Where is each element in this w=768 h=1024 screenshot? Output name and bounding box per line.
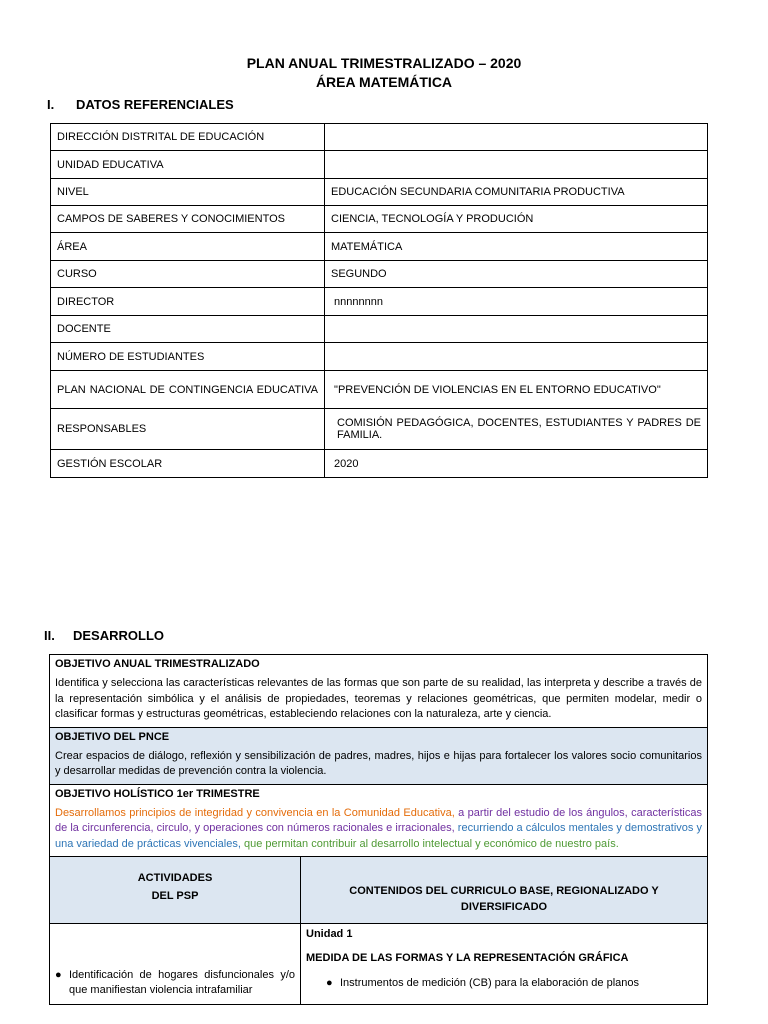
row-value: "PREVENCIÓN DE VIOLENCIAS EN EL ENTORNO EDUCATIVO"	[325, 371, 708, 409]
row-value: SEGUNDO	[325, 261, 708, 288]
holistic-objective-part-study: a partir del estudio de los ángulos, características de la circunferencia, circulo, y operaciones con números racionales e irracionales,	[55, 806, 702, 834]
holistic-objective-part-values: Desarrollamos principios de integridad y convivencia en la Comunidad Educativa,	[55, 806, 455, 819]
table-row	[51, 261, 708, 288]
table-row	[51, 206, 708, 233]
row-value: nnnnnnnn	[325, 288, 708, 316]
section-title: DESARROLLO	[73, 628, 164, 643]
list-item	[55, 968, 295, 998]
holistic-objective-text	[55, 806, 702, 853]
row-label: DOCENTE	[51, 316, 325, 343]
contents-cell	[301, 924, 707, 1004]
development-table	[49, 654, 708, 1005]
row-label: NIVEL	[51, 179, 325, 206]
table-row	[51, 233, 708, 261]
contents-header-text: CONTENIDOS DEL CURRICULO BASE, REGIONALIZADO Y DIVERSIFICADO	[349, 885, 659, 913]
table-row	[51, 288, 708, 316]
holistic-objective-part-practice: recurriendo a cálculos mentales y demostrativos y una variedad de prácticas vivenciales,	[55, 822, 702, 850]
row-value	[325, 343, 708, 371]
row-label: NÚMERO DE ESTUDIANTES	[51, 343, 325, 371]
section-heading-datos	[47, 97, 234, 112]
row-label: CAMPOS DE SABERES Y CONOCIMIENTOS	[51, 206, 325, 233]
row-label: RESPONSABLES	[51, 409, 325, 450]
holistic-objective-part-production: que permitan contribuir al desarrollo intelectual y económico de nuestro país.	[243, 837, 619, 850]
activity-text: Identificación de hogares disfuncionales y/o que manifiestan violencia intrafamiliar	[69, 969, 295, 996]
row-value: CIENCIA, TECNOLOGÍA Y PRODUCIÓN	[325, 206, 708, 233]
pnce-objective-block	[50, 728, 707, 785]
document-subtitle: ÁREA MATEMÁTICA	[315, 74, 453, 90]
row-label: DIRECCIÓN DISTRITAL DE EDUCACIÓN	[51, 124, 325, 151]
holistic-objective-block	[50, 785, 707, 858]
table-row	[51, 343, 708, 371]
row-value: 2020	[325, 450, 708, 478]
content-item-text: Instrumentos de medición (CB) para la elaboración de planos	[340, 977, 639, 989]
activities-header-line2: DEL PSP	[151, 890, 199, 902]
row-label: CURSO	[51, 261, 325, 288]
bullet-icon: ●	[55, 969, 62, 981]
section-heading-desarrollo	[44, 628, 164, 643]
table-row	[51, 124, 708, 151]
unit-title: MEDIDA DE LAS FORMAS Y LA REPRESENTACIÓN GRÁFICA	[306, 952, 629, 964]
section-number: II.	[44, 628, 55, 643]
row-label: GESTIÓN ESCOLAR	[51, 450, 325, 478]
activities-cell	[50, 924, 301, 1004]
row-value	[325, 124, 708, 151]
row-value: EDUCACIÓN SECUNDARIA COMUNITARIA PRODUCTIVA	[325, 179, 708, 206]
document-title: PLAN ANUAL TRIMESTRALIZADO – 2020	[246, 55, 522, 71]
unit-label: Unidad 1	[306, 928, 353, 940]
annual-objective-text: Identifica y selecciona las características relevantes de las formas que son parte de su realidad, las interpreta y describe a través de la representación simbólica y el análisis de propiedades, teoremas y relaciones geométricas, que permiten modelar, medir o clasificar formas y estructuras geométricas, estableciendo relaciones con la naturaleza, arte y ciencia.	[55, 677, 702, 720]
row-value: MATEMÁTICA	[325, 233, 708, 261]
table-row	[51, 409, 708, 450]
pnce-objective-text: Crear espacios de diálogo, reflexión y sensibilización de padres, madres, hijos e hijas para fortalecer los valores socio comunitarios y desarrollar medidas de prevención contra la violencia.	[55, 749, 702, 777]
row-label: ÁREA	[51, 233, 325, 261]
annual-objective-block	[50, 655, 707, 728]
pnce-objective-heading: OBJETIVO DEL PNCE	[55, 730, 170, 743]
bullet-icon: ●	[326, 977, 333, 989]
table-row	[51, 316, 708, 343]
section-number: I.	[47, 97, 55, 112]
table-row	[51, 371, 708, 409]
activities-table-header	[50, 857, 707, 924]
activities-header-line1: ACTIVIDADES	[137, 872, 213, 884]
row-label: PLAN NACIONAL DE CONTINGENCIA EDUCATIVA	[51, 371, 325, 409]
table-row	[51, 450, 708, 478]
table-row	[51, 179, 708, 206]
row-label: UNIDAD EDUCATIVA	[51, 151, 325, 179]
activities-column-header	[50, 857, 301, 923]
list-item	[306, 976, 702, 991]
contents-column-header	[301, 857, 707, 923]
activities-table-row	[50, 924, 707, 1004]
row-value	[325, 151, 708, 179]
row-label: DIRECTOR	[51, 288, 325, 316]
table-row	[51, 151, 708, 179]
section-title: DATOS REFERENCIALES	[76, 97, 234, 112]
annual-objective-heading: OBJETIVO ANUAL TRIMESTRALIZADO	[55, 658, 260, 670]
referential-data-table	[50, 123, 708, 478]
row-value: COMISIÓN PEDAGÓGICA, DOCENTES, ESTUDIANTES Y PADRES DE FAMILIA.	[325, 409, 708, 450]
holistic-objective-heading: OBJETIVO HOLÍSTICO 1er TRIMESTRE	[55, 787, 260, 800]
row-value	[325, 316, 708, 343]
